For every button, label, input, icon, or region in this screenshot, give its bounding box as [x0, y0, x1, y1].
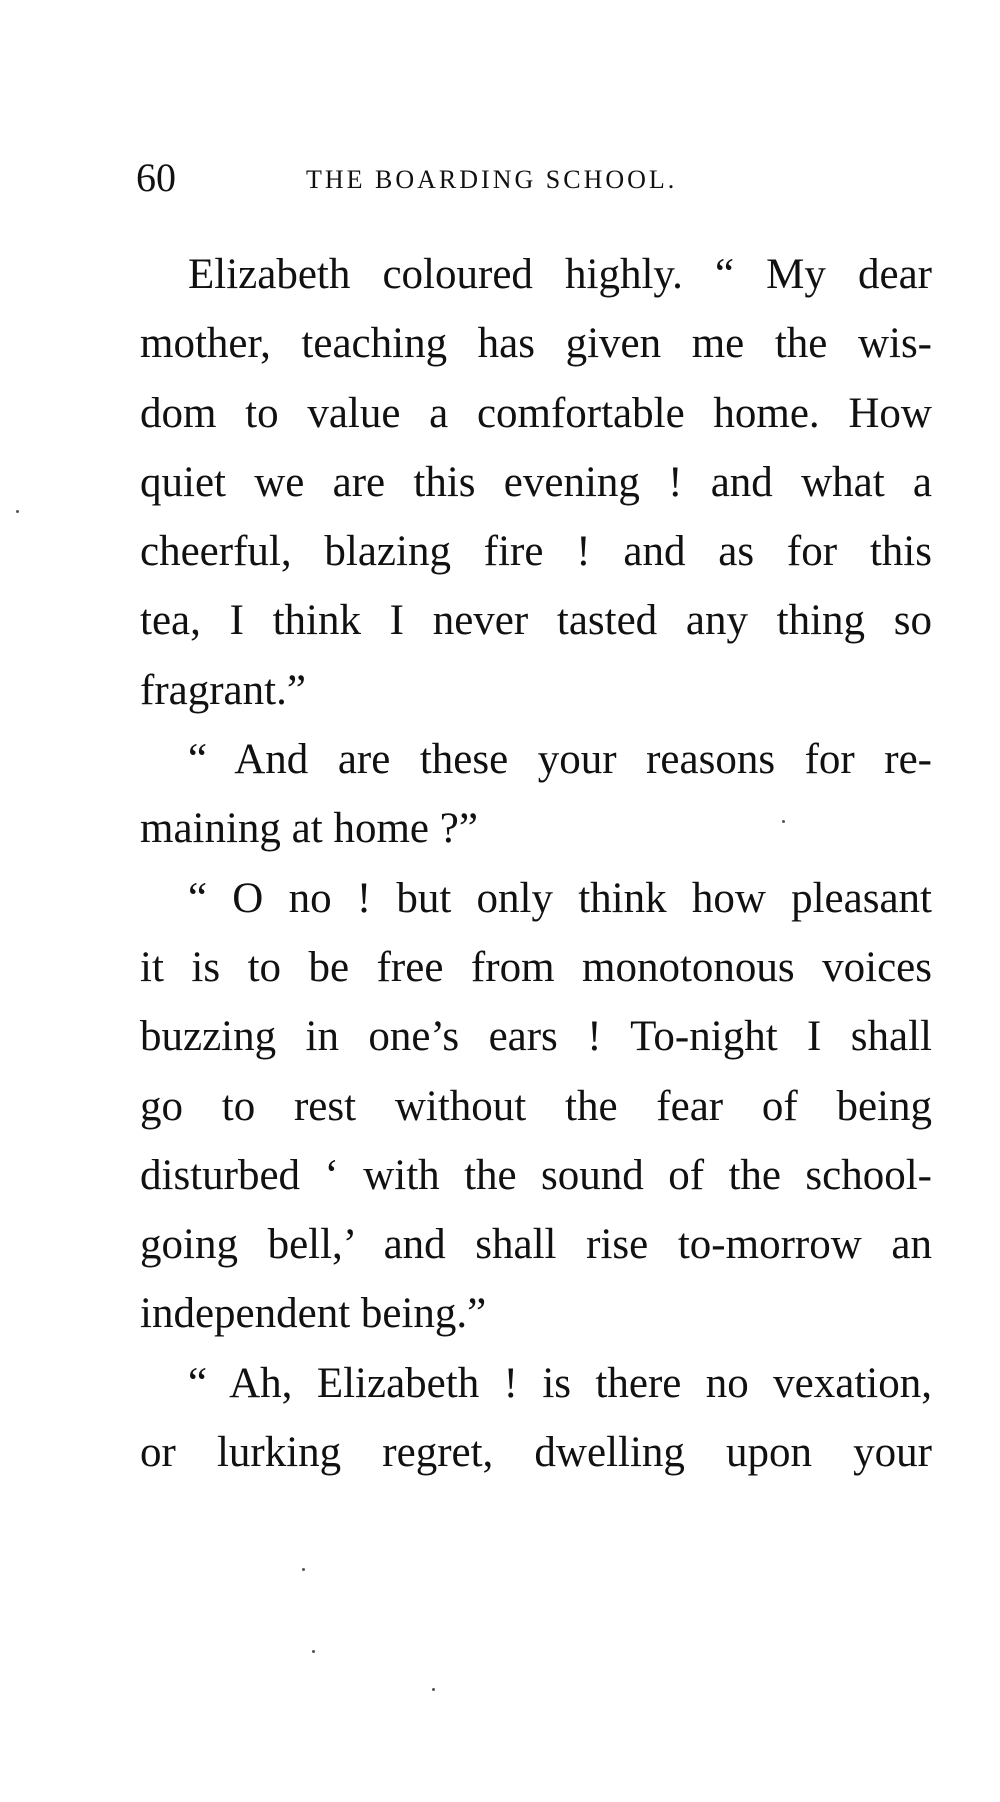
text-line: “ And are these your reasons for re- — [188, 736, 932, 784]
text-line: it is to be free from monotonous voices — [140, 943, 932, 991]
text-line: going bell,’ and shall rise to-morrow an — [140, 1221, 932, 1269]
paper-speck — [302, 1568, 305, 1571]
text-line: Elizabeth coloured highly. “ My dear — [188, 251, 932, 298]
text-line: independent being.” — [140, 1290, 487, 1338]
text-line: go to rest without the fear of being — [140, 1082, 932, 1130]
text-line: “ Ah, Elizabeth ! is there no vexation, — [188, 1359, 932, 1407]
text-line: “ O no ! but only think how pleasant — [188, 874, 932, 922]
text-line: tea, I think I never tasted any thing so — [140, 597, 932, 645]
paper-speck — [432, 1688, 435, 1691]
paper-speck — [782, 820, 785, 823]
body-text — [140, 240, 932, 1487]
page-number: 60 — [136, 155, 176, 200]
text-line: mother, teaching has given me the wis- — [140, 320, 932, 368]
paper-speck — [312, 1650, 315, 1653]
text-line: buzzing in one’s ears ! To-night I shall — [140, 1013, 932, 1061]
text-line: dom to value a comfortable home. How — [140, 389, 932, 437]
running-head — [136, 148, 776, 208]
text-line: fragrant.” — [140, 666, 306, 714]
text-line: or lurking regret, dwelling upon your — [140, 1429, 932, 1477]
paper-speck — [16, 510, 19, 513]
text-line: disturbed ‘ with the sound of the school- — [140, 1151, 932, 1199]
text-line: maining at home ?” — [140, 805, 478, 853]
running-title: THE BOARDING SCHOOL. — [306, 165, 678, 194]
text-line: quiet we are this evening ! and what a — [140, 458, 932, 506]
text-line: cheerful, blazing fire ! and as for this — [140, 528, 932, 576]
